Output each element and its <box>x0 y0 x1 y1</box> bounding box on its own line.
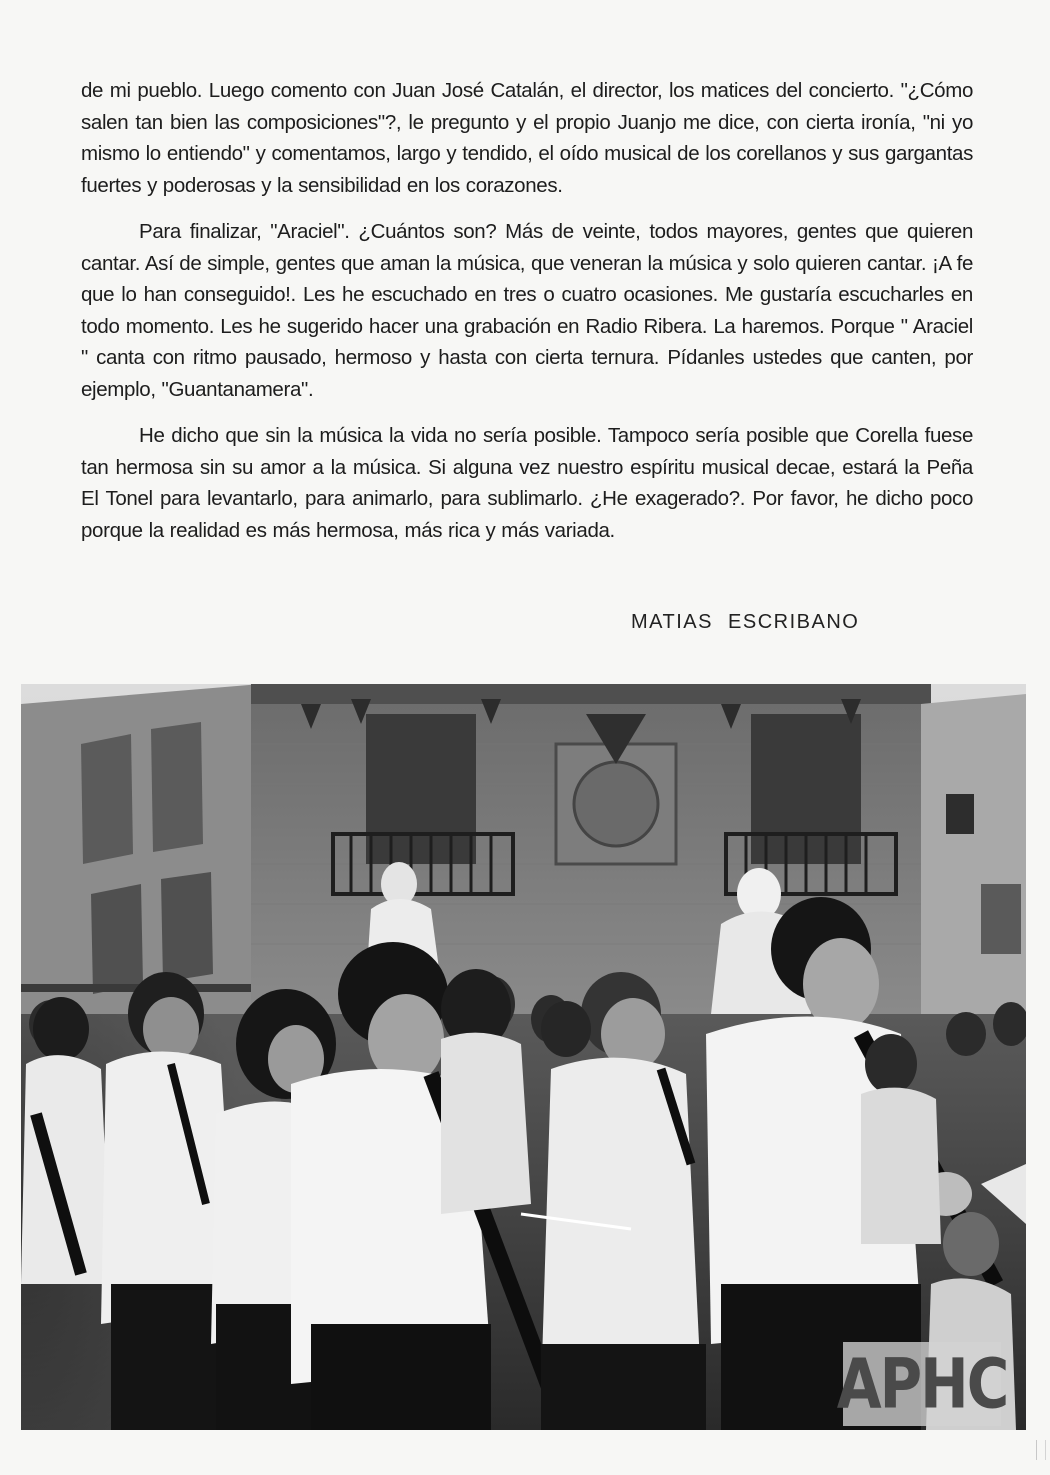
aphc-watermark <box>836 1342 1008 1426</box>
page-edge-mark <box>1036 1440 1046 1460</box>
article-paragraph-2: Para finalizar, "Araciel". ¿Cuántos son? Más de veinte, todos mayores, gentes que quieren cantar. Así de simple, gentes que aman la música, que veneran la música y solo quieren cantar. ¡A fe que lo han conseguido!. Les he escuchado en tres o cuatro ocasiones. Me gustaría escucharles en todo momento. Les he sugerido hacer una grabación en Radio Ribera. La haremos. Porque " Araciel " canta con ritmo pausado, hermoso y hasta con cierta ternura. Pídanles ustedes que canten, por ejemplo, "Guantanamera". <box>81 220 973 401</box>
article-paragraph-3: He dicho que sin la música la vida no sería posible. Tampoco sería posible que Corella fuese tan hermosa sin su amor a la música. Si alguna vez nuestro espíritu musical decae, estará la Peña El Tonel para levantarlo, para animarlo, para sublimarlo. ¿He exagerado?. Por favor, he dicho poco porque la realidad es más hermosa, más rica y más variada. <box>81 424 973 542</box>
author-signature: MATIAS ESCRIBANO <box>631 611 860 633</box>
band-photograph <box>21 684 1026 1430</box>
article-body <box>81 75 973 561</box>
article-paragraph-1: de mi pueblo. Luego comento con Juan José Catalán, el director, los matices del concierto. "¿Cómo salen tan bien las composiciones"?, le pregunto y el propio Juanjo me dice, con cierta ironía, "ni yo mismo lo entiendo" y comentamos, largo y tendido, el oído musical de los corellanos y sus gargantas fuertes y poderosas y la sensibilidad en los corazones. <box>81 79 973 197</box>
band-photograph-illustration <box>21 684 1026 1430</box>
watermark-text: APHC <box>836 1343 1008 1425</box>
